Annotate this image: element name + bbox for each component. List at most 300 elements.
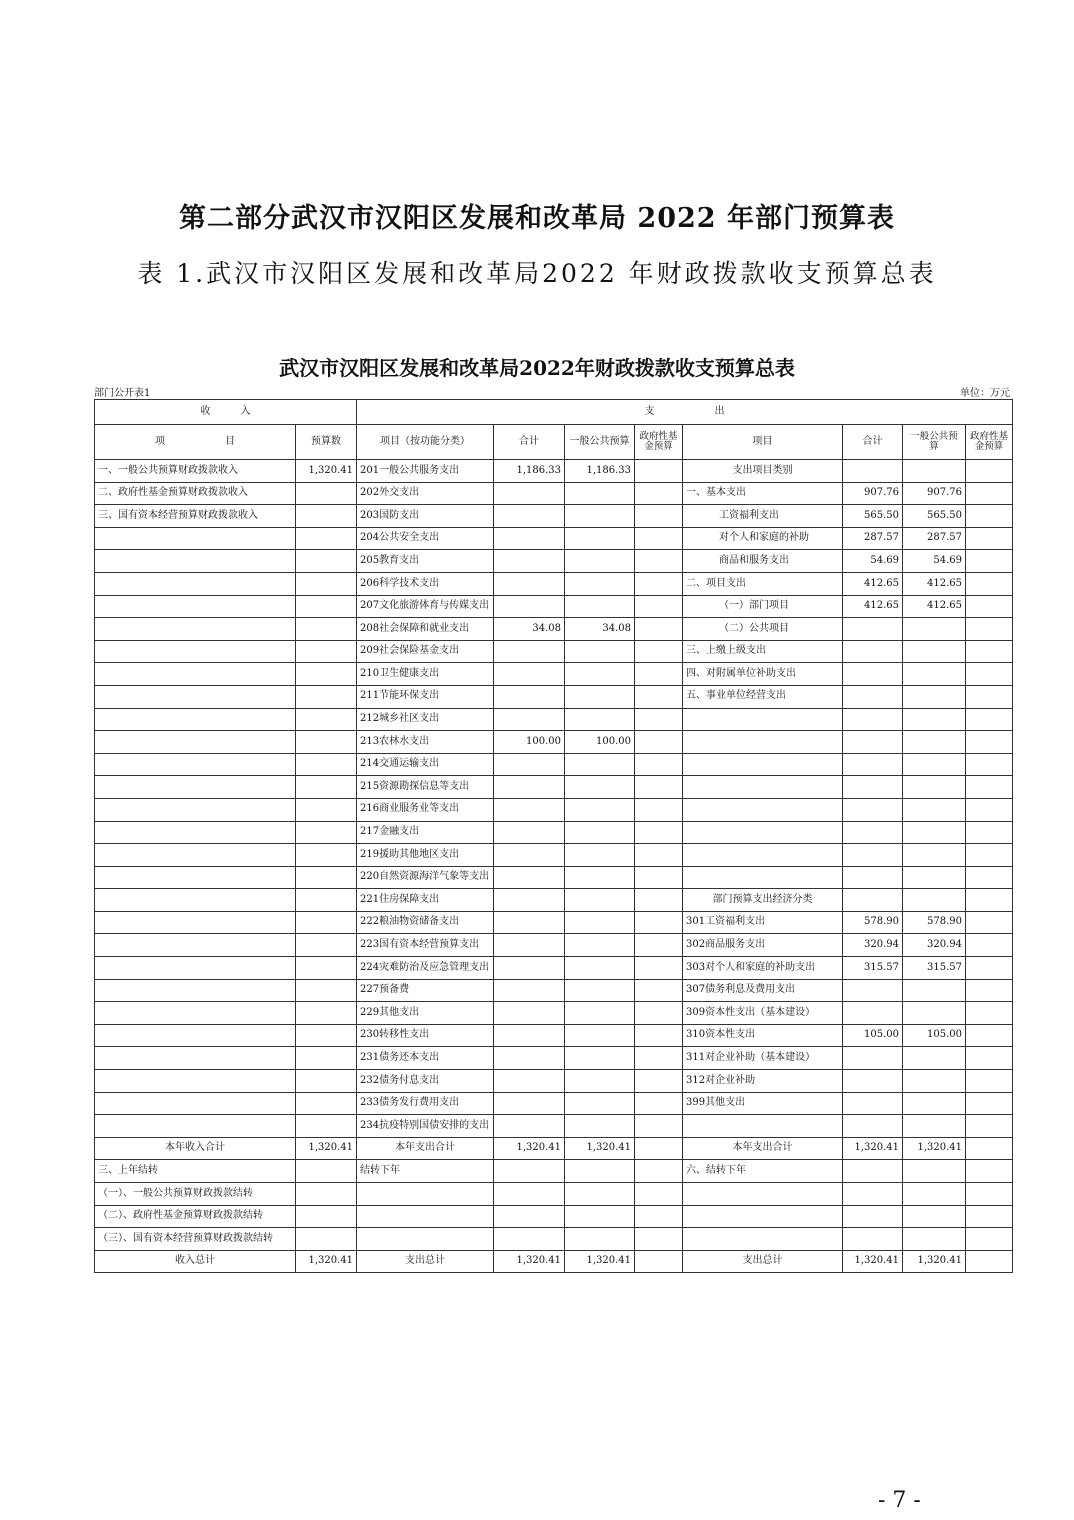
table-cell: 支出项目类别 [683,460,843,483]
table-row [95,460,1013,483]
table-cell [296,753,357,776]
table-cell [296,957,357,980]
table-cell: 231债务还本支出 [357,1047,494,1070]
table-cell: 1,320.41 [843,1137,903,1160]
table-cell [494,1024,565,1047]
table-cell [95,685,296,708]
table-cell [843,753,903,776]
table-title: 武汉市汉阳区发展和改革局2022年财政拨款收支预算总表 [279,356,795,380]
table-cell [95,1115,296,1138]
table-cell [966,798,1013,821]
table-cell: （三）、国有资本经营预算财政拨款结转 [95,1228,296,1251]
table-cell [494,753,565,776]
table-cell: 565.50 [903,505,966,528]
table-cell [494,1047,565,1070]
table-cell [683,821,843,844]
table-cell: 217金融支出 [357,821,494,844]
table-row [95,934,1013,957]
table-cell: 307债务利息及费用支出 [683,979,843,1002]
table-cell: 412.65 [903,595,966,618]
table-cell [843,844,903,867]
col-total2: 合计 [843,425,903,460]
table-cell [296,572,357,595]
table-cell [296,821,357,844]
table-row [95,1137,1013,1160]
table-cell [635,979,683,1002]
table-cell [966,685,1013,708]
table-cell [565,1047,635,1070]
table-row [95,1070,1013,1093]
table-cell [565,527,635,550]
table-cell [635,844,683,867]
table-cell [296,1228,357,1251]
table-cell: 本年支出合计 [357,1137,494,1160]
table-cell: 234抗疫特别国债安排的支出 [357,1115,494,1138]
table-cell [966,731,1013,754]
table-cell: 219援助其他地区支出 [357,844,494,867]
expense-header: 支 出 [357,400,1013,425]
table-cell [296,618,357,641]
table-cell: 412.65 [843,572,903,595]
table-cell [843,1002,903,1025]
table-cell [903,618,966,641]
col-gen-public2: 一般公共预算 [903,425,966,460]
table-cell [843,708,903,731]
table-cell [966,1205,1013,1228]
table-cell [966,663,1013,686]
table-cell [903,640,966,663]
table-cell [494,685,565,708]
table-cell: 399其他支出 [683,1092,843,1115]
table-cell: 412.65 [903,572,966,595]
table-cell [565,1024,635,1047]
table-subheading: 表 1.武汉市汉阳区发展和改革局2022 年财政拨款收支预算总表 [137,259,937,288]
table-row [95,640,1013,663]
table-row [95,844,1013,867]
table-cell [95,753,296,776]
table-cell [494,550,565,573]
table-row [95,1250,1013,1273]
table-cell [565,821,635,844]
table-cell: 578.90 [843,911,903,934]
table-cell [635,821,683,844]
table-cell [494,979,565,1002]
table-cell [635,640,683,663]
table-cell [635,957,683,980]
table-cell: 1,320.41 [565,1137,635,1160]
table-cell [95,572,296,595]
header-row-groups [95,400,1013,425]
table-cell [683,866,843,889]
table-cell [95,708,296,731]
table-cell [635,618,683,641]
table-cell: 907.76 [903,482,966,505]
table-cell [494,1183,565,1206]
table-cell [635,572,683,595]
table-cell: 二、项目支出 [683,572,843,595]
table-cell: 216商业服务业等支出 [357,798,494,821]
table-cell: 210卫生健康支出 [357,663,494,686]
table-cell [903,1205,966,1228]
header-row-columns [95,425,1013,460]
table-cell: 208社会保障和就业支出 [357,618,494,641]
table-cell [683,731,843,754]
table-cell [494,1228,565,1251]
table-cell: 100.00 [494,731,565,754]
table-cell [683,1228,843,1251]
col-item: 项 目 [95,425,296,460]
table-cell [635,595,683,618]
table-cell: 215资源勘探信息等支出 [357,776,494,799]
table-cell [565,1205,635,1228]
table-cell [635,776,683,799]
table-cell: 支出总计 [357,1250,494,1273]
table-cell [296,1160,357,1183]
table-cell [565,753,635,776]
table-cell [296,731,357,754]
table-cell [903,844,966,867]
table-cell [966,911,1013,934]
table-cell [635,798,683,821]
table-cell [494,595,565,618]
table-row [95,618,1013,641]
table-cell [966,979,1013,1002]
table-cell: 230转移性支出 [357,1024,494,1047]
table-cell [565,1160,635,1183]
table-cell [903,663,966,686]
table-cell [95,1002,296,1025]
table-cell: 205教育支出 [357,550,494,573]
table-cell [565,979,635,1002]
table-cell [843,460,903,483]
table-cell: 1,320.41 [565,1250,635,1273]
table-cell [565,798,635,821]
table-cell [966,1160,1013,1183]
table-cell: 二、政府性基金预算财政拨款收入 [95,482,296,505]
table-cell [966,505,1013,528]
table-row [95,1205,1013,1228]
table-cell [296,1070,357,1093]
table-cell: 100.00 [565,731,635,754]
table-cell [966,595,1013,618]
table-cell [296,640,357,663]
table-cell [494,708,565,731]
table-cell: （二）、政府性基金预算财政拨款结转 [95,1205,296,1228]
table-cell [966,866,1013,889]
col-budget: 预算数 [296,425,357,460]
table-cell [494,1205,565,1228]
table-cell [296,505,357,528]
table-row [95,889,1013,912]
table-cell [296,527,357,550]
table-cell [565,1183,635,1206]
table-row [95,663,1013,686]
table-cell: 三、上缴上级支出 [683,640,843,663]
table-cell [843,776,903,799]
table-cell [635,1137,683,1160]
table-cell [635,866,683,889]
table-cell [494,505,565,528]
table-cell [95,1092,296,1115]
table-cell [966,1070,1013,1093]
table-cell: 一、基本支出 [683,482,843,505]
table-cell [966,1250,1013,1273]
table-cell [635,731,683,754]
table-cell [635,889,683,912]
table-cell [903,753,966,776]
table-cell [966,1047,1013,1070]
page-number: - 7 - [878,1488,921,1513]
table-cell [565,776,635,799]
table-cell [903,979,966,1002]
table-cell [635,934,683,957]
table-cell [494,1092,565,1115]
table-cell: 233债务发行费用支出 [357,1092,494,1115]
table-row [95,1047,1013,1070]
table-row [95,866,1013,889]
table-cell [494,1115,565,1138]
table-row [95,1183,1013,1206]
table-cell: （二）公共项目 [683,618,843,641]
table-cell [494,527,565,550]
table-cell [95,527,296,550]
table-cell: 收入总计 [95,1250,296,1273]
table-cell [843,979,903,1002]
table-cell [683,776,843,799]
table-cell [635,1047,683,1070]
col-gov-fund2: 政府性基金预算 [966,425,1013,460]
table-cell [635,1183,683,1206]
table-cell [565,663,635,686]
table-cell [635,1070,683,1093]
table-cell [843,1070,903,1093]
table-cell [843,663,903,686]
table-cell [296,934,357,957]
table-cell [683,753,843,776]
table-row [95,1228,1013,1251]
table-cell [296,595,357,618]
table-cell [565,934,635,957]
table-cell [565,1002,635,1025]
table-cell [565,1092,635,1115]
table-row [95,753,1013,776]
table-cell [966,708,1013,731]
table-cell: 320.94 [843,934,903,957]
table-row [95,595,1013,618]
table-cell [565,572,635,595]
table-row [95,550,1013,573]
table-row [95,821,1013,844]
table-cell [296,482,357,505]
table-cell: 206科学技术支出 [357,572,494,595]
table-cell [296,776,357,799]
table-cell [683,798,843,821]
table-cell [494,640,565,663]
table-cell: 224灾难防治及应急管理支出 [357,957,494,980]
table-cell [903,731,966,754]
table-cell [494,844,565,867]
table-cell [494,1160,565,1183]
table-cell [683,1183,843,1206]
table-cell: 309资本性支出（基本建设） [683,1002,843,1025]
table-cell [966,821,1013,844]
table-cell [966,1137,1013,1160]
table-cell [494,1002,565,1025]
table-cell [903,1047,966,1070]
table-cell: 412.65 [843,595,903,618]
document-heading: 第二部分武汉市汉阳区发展和改革局 2022 年部门预算表 [179,203,895,234]
table-cell [565,1115,635,1138]
table-row [95,572,1013,595]
table-cell: 204公共安全支出 [357,527,494,550]
table-row [95,957,1013,980]
table-cell: 301工资福利支出 [683,911,843,934]
table-cell: 232债务付息支出 [357,1070,494,1093]
table-cell [565,595,635,618]
table-cell [565,866,635,889]
table-cell [635,482,683,505]
table-cell [296,866,357,889]
table-cell [843,1160,903,1183]
table-cell: 1,320.41 [296,1137,357,1160]
table-cell [565,889,635,912]
table-cell [903,460,966,483]
table-cell: 227预备费 [357,979,494,1002]
table-cell [843,798,903,821]
table-cell: 212城乡社区支出 [357,708,494,731]
table-cell [966,482,1013,505]
table-cell [565,685,635,708]
table-cell: 34.08 [494,618,565,641]
table-cell [635,1024,683,1047]
table-cell [95,911,296,934]
table-row [95,708,1013,731]
table-cell: 本年支出合计 [683,1137,843,1160]
table-cell [95,889,296,912]
table-cell [565,1228,635,1251]
table-cell [635,753,683,776]
table-cell [843,1047,903,1070]
table-cell [95,663,296,686]
table-cell [357,1205,494,1228]
table-cell [843,685,903,708]
table-cell [296,844,357,867]
table-cell [296,1183,357,1206]
table-cell [843,618,903,641]
table-cell [296,798,357,821]
table-cell [95,640,296,663]
table-cell: 907.76 [843,482,903,505]
table-cell [296,685,357,708]
table-cell: 220自然资源海洋气象等支出 [357,866,494,889]
table-cell: 207文化旅游体育与传媒支出 [357,595,494,618]
table-cell: 1,186.33 [565,460,635,483]
table-cell [966,1115,1013,1138]
table-cell [683,1205,843,1228]
table-cell: 五、事业单位经营支出 [683,685,843,708]
table-cell: 201一般公共服务支出 [357,460,494,483]
table-cell [494,821,565,844]
col-total: 合计 [494,425,565,460]
table-cell [296,1205,357,1228]
table-cell [966,776,1013,799]
table-cell [903,1183,966,1206]
table-cell [95,821,296,844]
table-cell: 1,320.41 [494,1137,565,1160]
table-cell [95,1070,296,1093]
table-row [95,798,1013,821]
table-cell [296,708,357,731]
table-cell: 1,320.41 [296,1250,357,1273]
col-proj: 项目 [683,425,843,460]
income-header: 收 入 [95,400,357,425]
table-cell [966,753,1013,776]
table-cell: 本年收入合计 [95,1137,296,1160]
table-cell [966,527,1013,550]
table-cell: 202外交支出 [357,482,494,505]
table-row [95,1160,1013,1183]
table-row [95,1092,1013,1115]
table-cell [843,1115,903,1138]
table-cell [903,821,966,844]
table-cell [966,957,1013,980]
table-cell [843,821,903,844]
table-row [95,776,1013,799]
table-cell [635,1115,683,1138]
table-cell [494,911,565,934]
table-cell [565,640,635,663]
table-cell: 1,186.33 [494,460,565,483]
table-cell [95,1047,296,1070]
table-cell: 221住房保障支出 [357,889,494,912]
table-cell [95,866,296,889]
table-cell [95,776,296,799]
table-cell [95,595,296,618]
table-cell [635,550,683,573]
table-cell: 203国防支出 [357,505,494,528]
table-row [95,1115,1013,1138]
table-cell [843,1183,903,1206]
table-cell [635,663,683,686]
table-cell [494,482,565,505]
table-cell: 315.57 [843,957,903,980]
table-row [95,979,1013,1002]
table-cell: 105.00 [843,1024,903,1047]
table-cell [95,618,296,641]
table-cell [966,572,1013,595]
table-cell: 213农林水支出 [357,731,494,754]
table-cell [966,550,1013,573]
table-cell: 1,320.41 [843,1250,903,1273]
table-cell [95,957,296,980]
table-cell [903,1002,966,1025]
table-row [95,1002,1013,1025]
table-cell [635,685,683,708]
table-cell [95,934,296,957]
table-cell [95,1024,296,1047]
table-cell [95,844,296,867]
table-cell [296,550,357,573]
table-cell [494,663,565,686]
table-cell [635,1228,683,1251]
table-row [95,1024,1013,1047]
table-cell: 54.69 [843,550,903,573]
table-cell [635,1250,683,1273]
col-func-item: 项目（按功能分类） [357,425,494,460]
table-cell: 223国有资本经营预算支出 [357,934,494,957]
table-cell [296,1115,357,1138]
table-cell [843,731,903,754]
